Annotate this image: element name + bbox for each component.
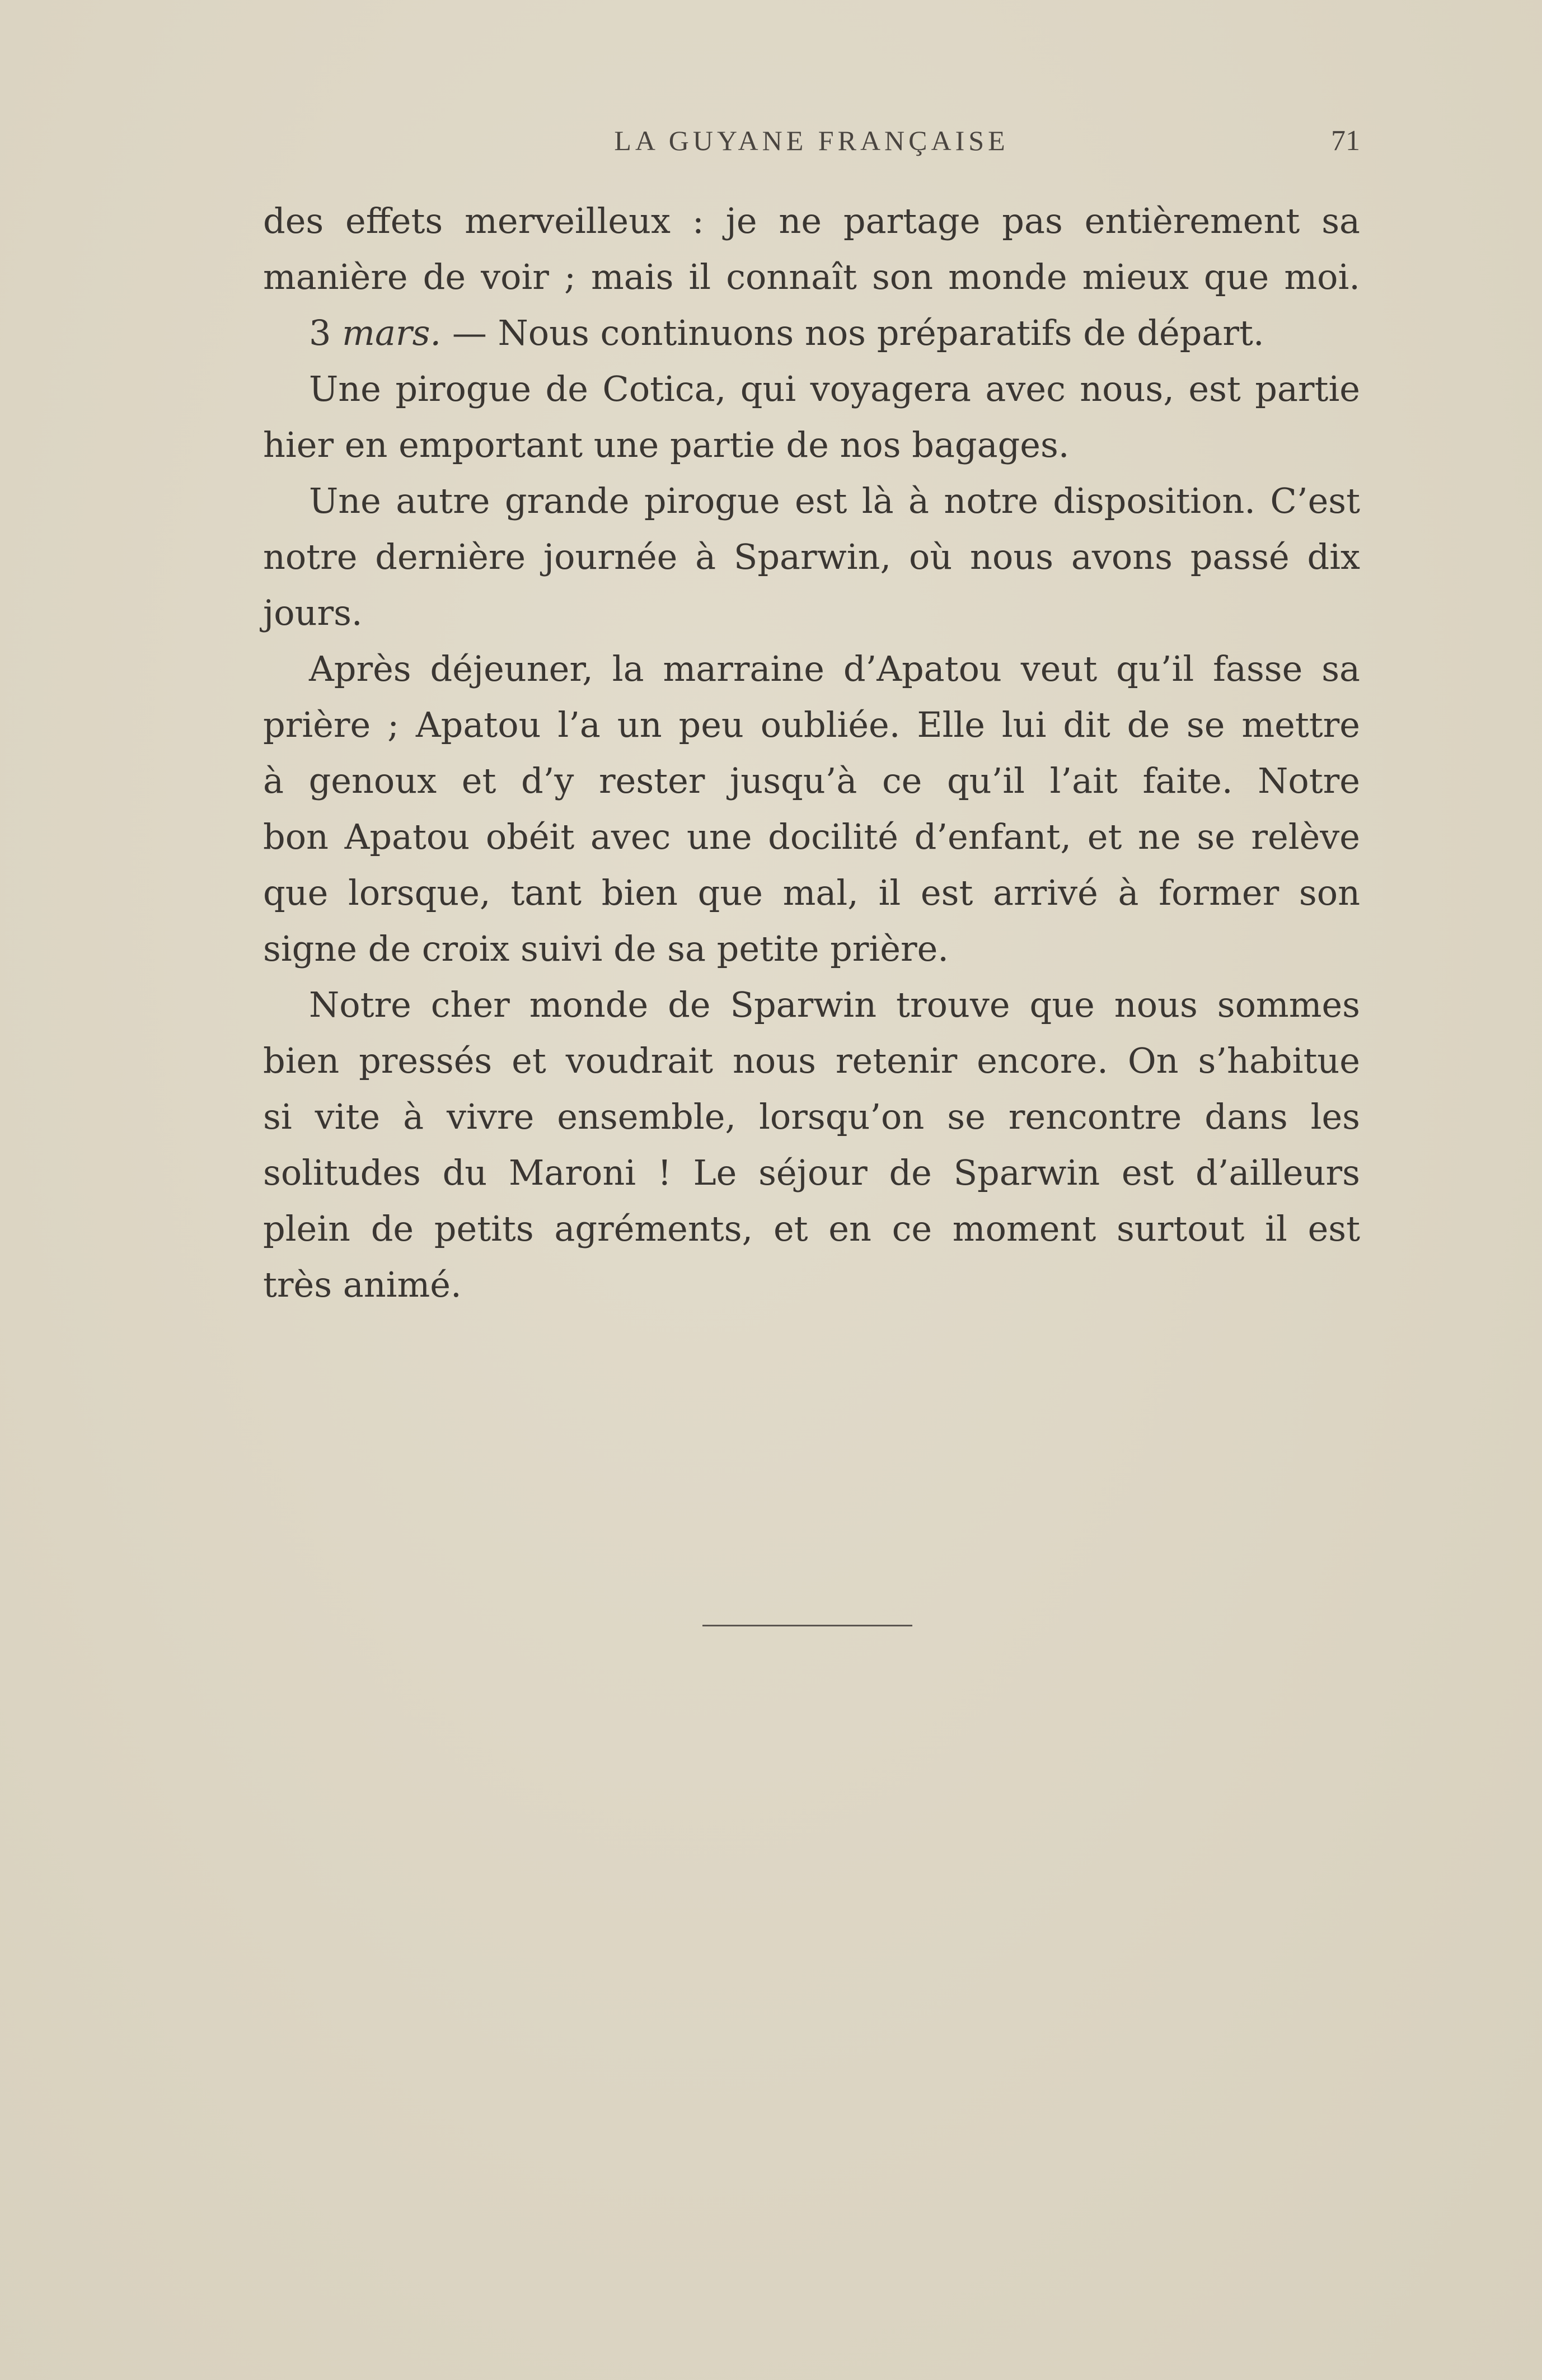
date-entry-line — [263, 305, 1360, 361]
date-month: mars. — [342, 312, 442, 353]
section-end-rule — [702, 1625, 912, 1626]
page-number: 71 — [1331, 125, 1360, 157]
text-line: jours. — [263, 592, 363, 633]
text-line: Notre cher monde de Sparwin trouve que nous sommes — [309, 984, 1360, 1025]
text-line: à genoux et d’y rester jusqu’à ce qu’il l’ait faite. Notre — [263, 760, 1360, 801]
text-line: bien pressés et voudrait nous retenir encore. On s’habitue — [263, 1040, 1360, 1081]
text-line: notre dernière journée à Sparwin, où nous avons passé dix — [263, 536, 1360, 577]
text-line: hier en emportant une partie de nos bagages. — [263, 424, 1070, 465]
text-line: si vite à vivre ensemble, lorsqu’on se rencontre dans les — [263, 1096, 1360, 1137]
text-line: des effets merveilleux : je ne partage pas entièrement sa — [263, 200, 1360, 241]
text-line: plein de petits agréments, et en ce moment surtout il est — [263, 1208, 1360, 1249]
text-line: solitudes du Maroni ! Le séjour de Sparwin est d’ailleurs — [263, 1152, 1360, 1193]
text-line: très animé. — [263, 1264, 462, 1305]
text-line: manière de voir ; mais il connaît son monde mieux que moi. — [263, 256, 1360, 297]
text-line: signe de croix suivi de sa petite prière. — [263, 928, 949, 969]
running-header — [263, 124, 1360, 163]
text-line: que lorsque, tant bien que mal, il est arrivé à former son — [263, 872, 1360, 913]
text-line: Une autre grande pirogue est là à notre disposition. C’est — [309, 480, 1360, 521]
text-line: Après déjeuner, la marraine d’Apatou veut qu’il fasse sa — [309, 648, 1360, 689]
running-title: LA GUYANE FRANÇAISE — [614, 125, 1009, 156]
text-line: Une pirogue de Cotica, qui voyagera avec nous, est partie — [309, 368, 1360, 409]
text-line: prière ; Apatou l’a un peu oubliée. Elle lui dit de se mettre — [263, 704, 1360, 745]
date-day: 3 — [309, 312, 331, 353]
body-text — [263, 193, 1360, 1313]
date-entry-text: — Nous continuons nos préparatifs de départ. — [452, 312, 1264, 353]
text-line: bon Apatou obéit avec une docilité d’enfant, et ne se relève — [263, 816, 1360, 857]
